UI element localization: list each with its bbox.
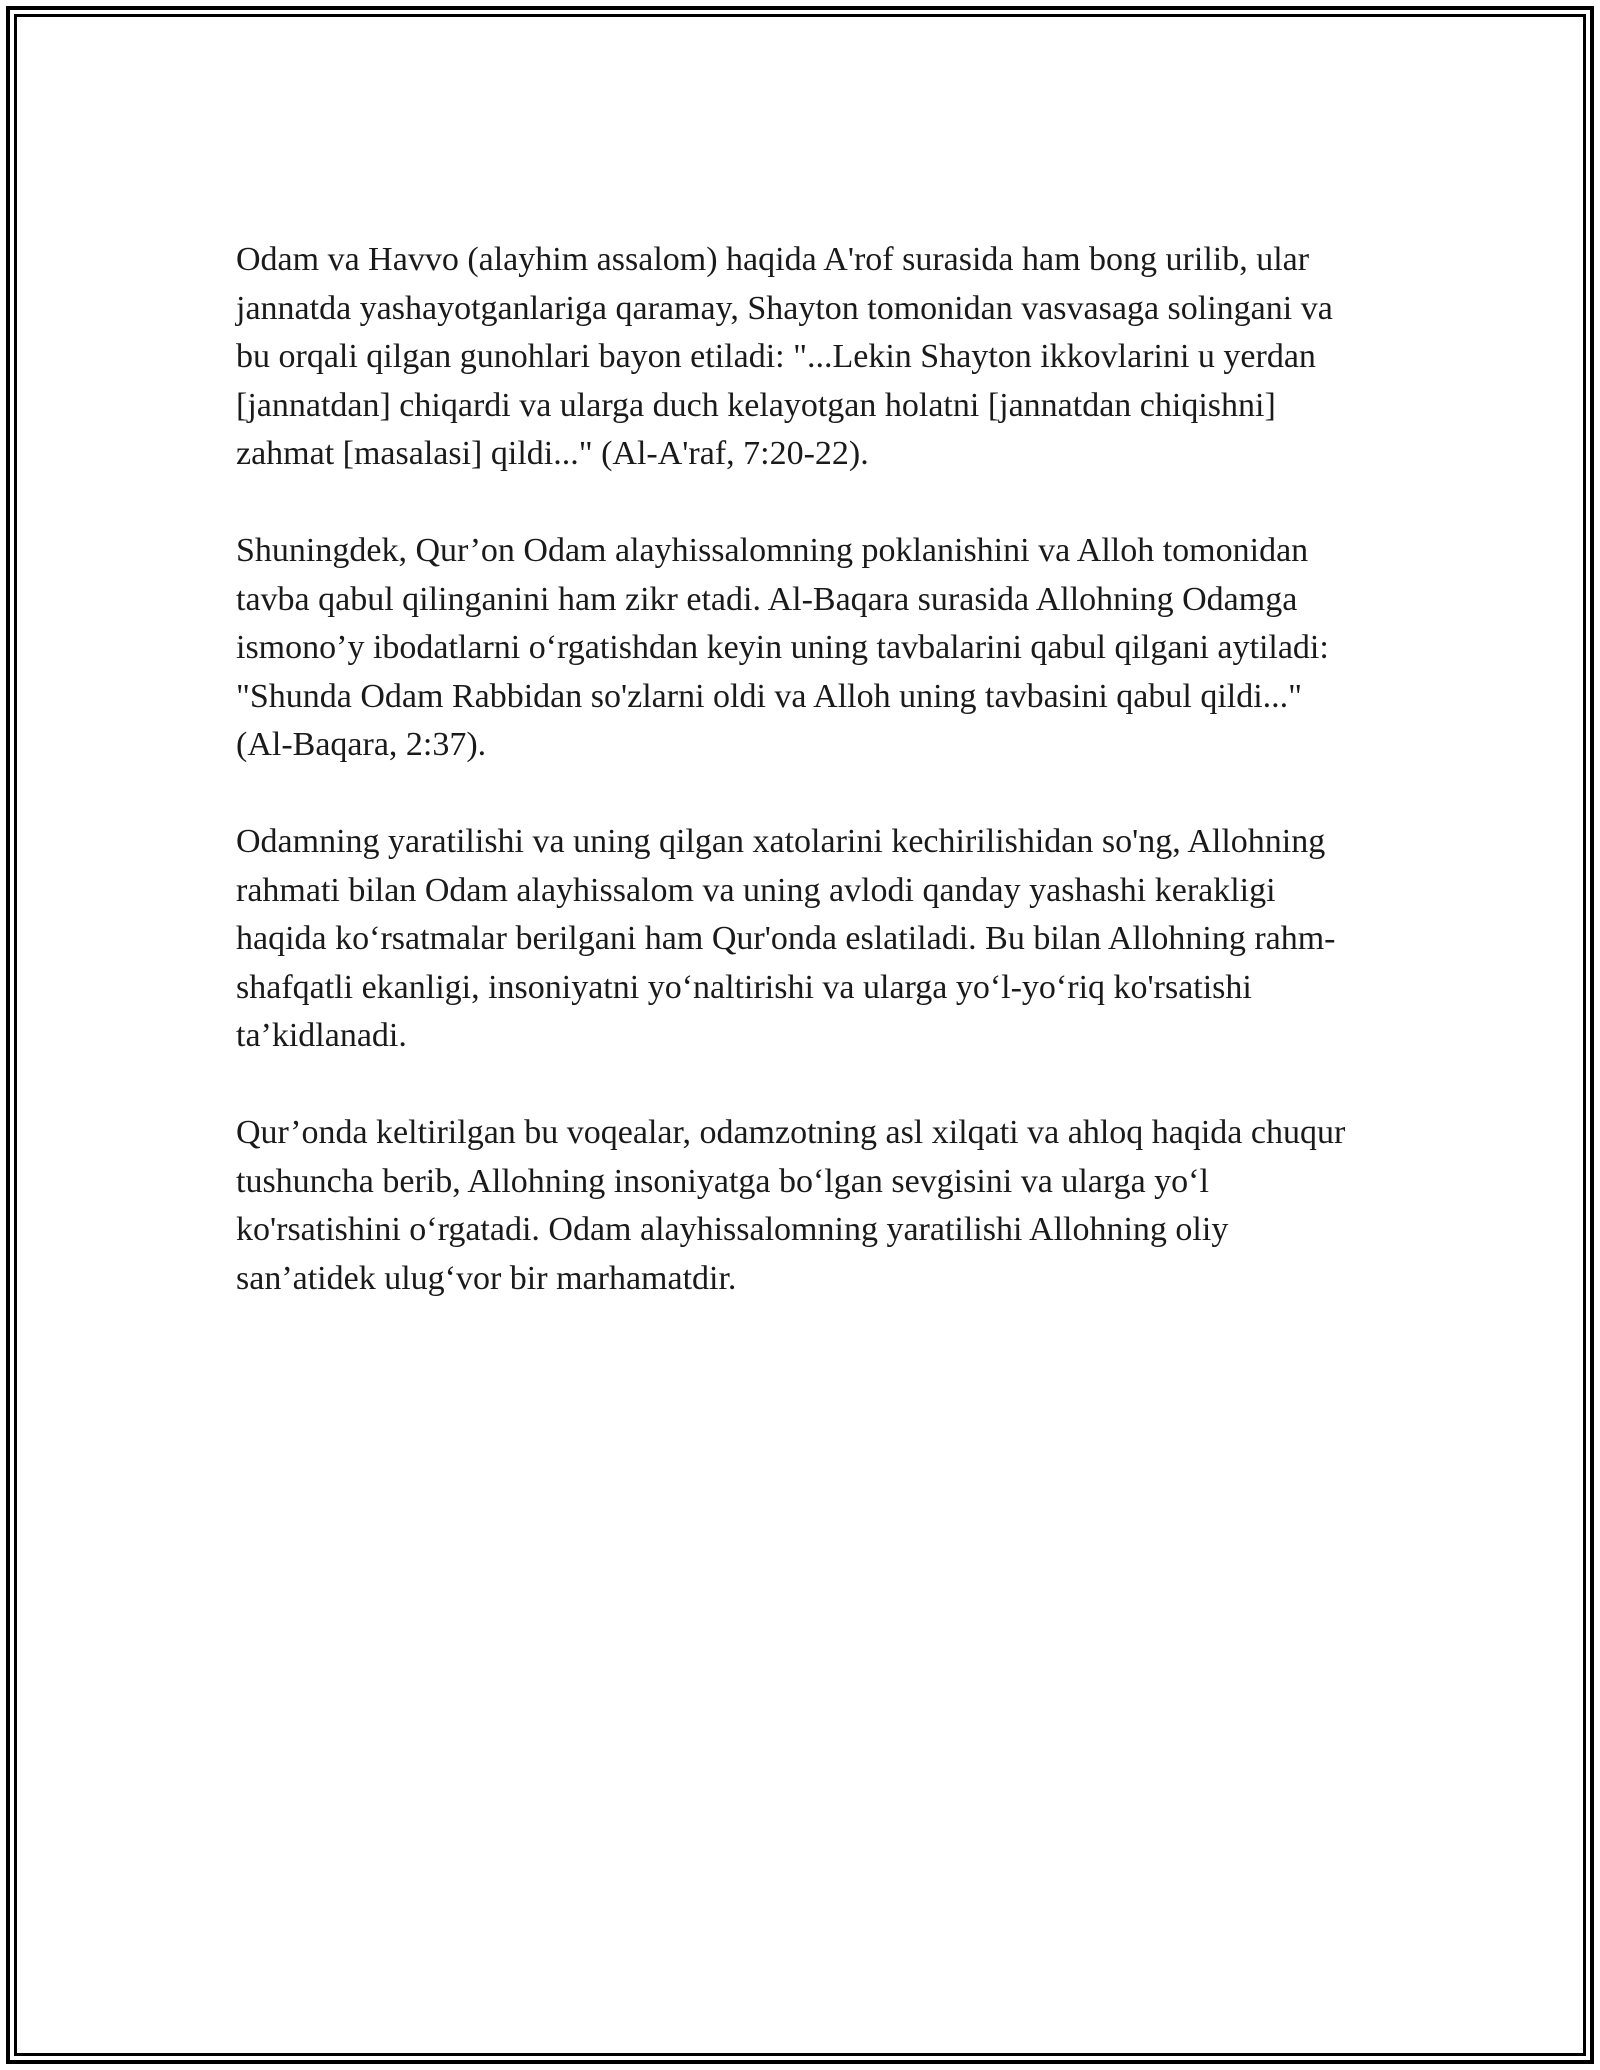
paragraph-1: Odam va Havvo (alayhim assalom) haqida A'rof surasida ham bong urilib, ular jannatda yashayotganlariga qaramay, Shayton tomonidan vasvasaga solingani va bu orqali qilgan gunohlari bayon etiladi: "...Lekin Shayton ikkovlarini u yerdan [jannatdan] chiqardi va ularga duch kelayotgan holatni [jannatdan chiqishni] zahmat [masalasi] qildi..." (Al-A'raf, 7:20-22). [236,241,1333,472]
paragraph-4: Qur’onda keltirilgan bu voqealar, odamzotning asl xilqati va ahloq haqida chuqur tushuncha berib, Allohning insoniyatga bo‘lgan sevgisini va ularga yo‘l ko'rsatishini o‘rgatadi. Odam alayhissalomning yaratilishi Allohning oliy san’atidek ulug‘vor bir marhamatdir. [236,1114,1346,1297]
paragraph-2: Shuningdek, Qur’on Odam alayhissalomning poklanishini va Alloh tomonidan tavba qabul qilinganini ham zikr etadi. Al-Baqara surasida Allohning Odamga ismono’y ibodatlarni o‘rgatishdan keyin uning tavbalarini qabul qilgani aytiladi: "Shunda Odam Rabbidan so'zlarni oldi va Alloh uning tavbasini qabul qildi..." (Al-Baqara, 2:37). [236,532,1329,763]
paragraph-3: Odamning yaratilishi va uning qilgan xatolarini kechirilishidan so'ng, Allohning rahmati bilan Odam alayhissalom va uning avlodi qanday yashashi kerakligi haqida ko‘rsatmalar berilgani ham Qur'onda eslatiladi. Bu bilan Allohning rahm-shafqatli ekanligi, insoniyatni yo‘naltirishi va ularga yo‘l-yo‘riq ko'rsatishi ta’kidlanadi. [236,823,1336,1054]
document-body [236,236,1366,1352]
